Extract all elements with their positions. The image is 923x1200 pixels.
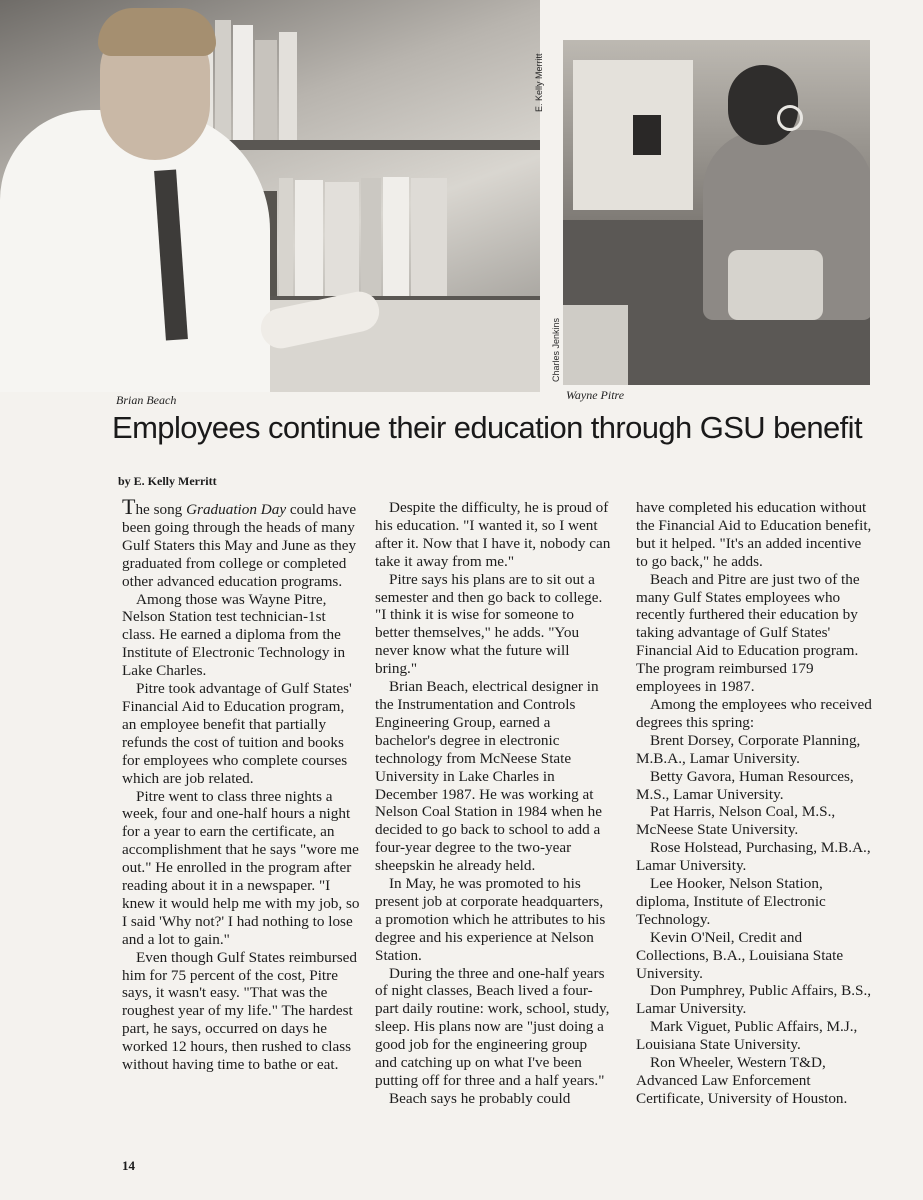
photo-credit-right: Charles Jenkins [551,317,561,382]
person-hair [98,8,216,56]
paragraph [122,494,360,591]
wall-poster [633,115,661,155]
degree-item: Don Pumphrey, Public Affairs, B.S., Lamar University. [636,982,872,1018]
byline: by E. Kelly Merritt [118,474,217,488]
text: he song [135,501,187,518]
degree-item: Pat Harris, Nelson Coal, M.S., McNeese State University. [636,803,836,839]
paragraph: have completed his education without the Financial Aid to Education benefit, but it helped. "It's an added incentive to go back," he adds. [636,499,872,570]
photo-wayne-pitre [563,40,870,385]
photo-brian-beach [0,0,540,392]
paragraph: Beach and Pitre are just two of the many Gulf States employees who recently furthered their education by taking advantage of Gulf States' Financial Aid to Education program. The program reimbursed 179 employees in 1987. [636,570,860,696]
paragraph: Even though Gulf States reimbursed him for 75 percent of the cost, Pitre says, it wasn't easy. "That was the roughest year of my life." The hardest part, he says, occurred on days he worked 12 hours, then rushed to class without having time to bathe or eat. [122,948,358,1074]
paragraph: During the three and one-half years of night classes, Beach lived a four-part daily routine: work, school, study, sleep. His plans now are "just doing a good job for the engineering group and catching up on what I've been putting off for three and a half years." [375,964,610,1089]
drop-cap: T [122,494,136,519]
degree-item: Betty Gavora, Human Resources, M.S., Lamar University. [636,767,854,803]
degree-item: Brent Dorsey, Corporate Planning, M.B.A., Lamar University. [636,731,861,767]
degree-item: Lee Hooker, Nelson Station, diploma, Institute of Electronic Technology. [636,875,826,928]
degree-item: Rose Holstead, Purchasing, M.B.A., Lamar University. [636,839,871,875]
gauge [777,105,803,131]
degree-item: Kevin O'Neil, Credit and Collections, B.A., Louisiana State University. [636,928,844,982]
text: could have been going through the heads of many Gulf Staters this May and June as they graduated from college or completed other advanced education programs. [122,501,357,590]
paragraph: In May, he was promoted to his present job at corporate headquarters, a promotion which he attributes to his degree and his experience at Nelson Station. [375,875,606,964]
paragraph: Pitre went to class three nights a week, four and one-half hours a night for a year to earn the certificate, an accomplishment that he says "wore me out." He enrolled in the program after reading about it in a newspaper. "I knew it would help me with my job, so I said 'Why not?' I had nothing to lose and a lot to gain." [122,787,360,948]
paragraph: Among those was Wayne Pitre, Nelson Station test technician-1st class. He earned a diploma from the Institute of Electronic Technology in Lake Charles. [122,590,346,680]
page-number: 14 [122,1158,135,1173]
degree-list [636,732,876,1108]
headline: Employees continue their education through GSU benefit [112,410,862,445]
test-equipment [728,250,823,320]
paragraph: Beach says he probably could [389,1089,571,1107]
paragraph: Pitre says his plans are to sit out a semester and then go back to college. "I think it is wise for someone to better themselves," he adds. "You never know what the future will bring." [375,570,603,678]
song-title: Graduation Day [186,501,287,518]
article-column-3 [636,499,876,1108]
photo-caption-left: Brian Beach [116,393,177,407]
paragraph: Pitre took advantage of Gulf States' Financial Aid to Education program, an employee benefit that partially refunds the cost of tuition and books for employees who complete courses which are job related. [122,680,352,787]
paragraph: Despite the difficulty, he is proud of his education. "I wanted it, so I went after it. Now that I have it, nobody can take it away from me." [375,499,611,570]
article-column-2 [375,499,611,1108]
photo-credit-left: E. Kelly Merritt [534,53,544,112]
paragraph: Among the employees who received degrees this spring: [636,695,872,731]
photo-caption-right: Wayne Pitre [566,388,625,402]
degree-item: Mark Viguet, Public Affairs, M.J., Louisiana State University. [636,1018,858,1054]
article-column-1 [122,494,360,1074]
paragraph: Brian Beach, electrical designer in the Instrumentation and Controls Engineering Group, earned a bachelor's degree in electronic technology from McNeese State University in Lake Charles in December 1987. He was working at Nelson Coal Station in 1984 when he decided to go back to school to add a four-year degree to the two-year sheepskin he already held. [375,678,602,875]
bench-item [563,305,628,385]
degree-item: Ron Wheeler, Western T&D, Advanced Law Enforcement Certificate, University of Houston. [636,1054,848,1107]
